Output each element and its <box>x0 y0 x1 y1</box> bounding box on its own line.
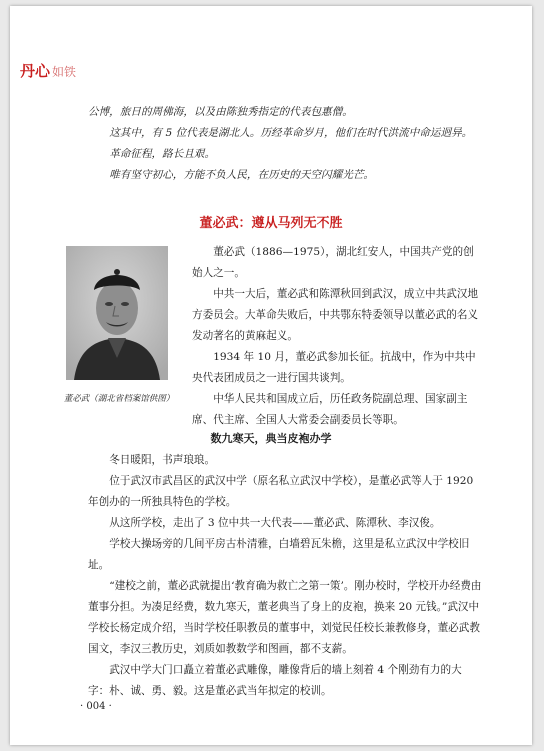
photo-caption: 董必武（湖北省档案馆供图） <box>63 394 175 404</box>
header-logo-sub: 如铁 <box>52 65 77 79</box>
portrait-photo <box>66 246 168 380</box>
page-number: · 004 · <box>80 701 112 712</box>
portrait-image <box>66 246 168 380</box>
bio-text <box>192 242 482 431</box>
header-logo-main: 丹心 <box>20 62 51 80</box>
body-paragraph: 位于武汉市武昌区的武汉中学（原名私立武汉中学校），是董必武等人于 1920 年创办的一所独具特色的学校。 <box>88 475 474 508</box>
header-logo <box>20 60 76 81</box>
body-paragraph: 冬日暖阳，书声琅琅。 <box>109 454 216 466</box>
section-title: 董必武：遵从马列无不胜 <box>199 216 343 231</box>
intro-text <box>88 102 482 186</box>
body-paragraph: 武汉中学大门口矗立着董必武雕像，雕像背后的墙上刻着 4 个刚劲有力的大字：朴、诚、勇、毅。这是董必武当年拟定的校训。 <box>88 664 462 697</box>
intro-line-3: 革命征程，路长且艰。 <box>109 148 216 160</box>
bio-paragraph: 中共一大后，董必武和陈潭秋回到武汉，成立中共武汉地方委员会。大革命失败后，中共鄂东特委领导以董必武的名义发动著名的黄麻起义。 <box>192 288 479 342</box>
body-paragraph: 从这所学校，走出了 3 位中共一大代表——董必武、陈潭秋、李汉俊。 <box>109 517 441 529</box>
bio-paragraph: 中华人民共和国成立后，历任政务院副总理、国家副主席、代主席、全国人大常委会副委员长等职。 <box>192 393 468 426</box>
intro-line-4: 唯有坚守初心，方能不负人民，在历史的天空闪耀光芒。 <box>109 169 375 181</box>
book-page <box>10 6 532 745</box>
subsection-text <box>88 450 482 702</box>
intro-line-2: 这其中，有 5 位代表是湖北人。历经革命岁月，他们在时代洪流中命运迥异。 <box>109 127 473 139</box>
bio-paragraph: 董必武（1886—1975），湖北红安人，中国共产党的创始人之一。 <box>192 246 474 279</box>
bio-paragraph: 1934 年 10 月，董必武参加长征。抗战中，作为中共中央代表团成员之一进行国共谈判。 <box>192 351 476 384</box>
body-paragraph: “建校之前，董必武就提出‘教育确为救亡之第一策’。刚办校时，学校开办经费由董事分担。为凑足经费，数九寒天，董老典当了身上的皮袍，换来 20 元钱。”武汉中学校长杨定成介绍，当时学校任职教员的董事中，刘觉民任校长兼教修身，董必武教国文，李汉三教历史，刘质如教数学和图画，都不支薪。 <box>88 580 482 655</box>
subsection-title: 数九寒天，典当皮袍办学 <box>210 432 332 445</box>
intro-line-1: 公博，旅日的周佛海，以及由陈独秀指定的代表包惠僧。 <box>88 106 353 118</box>
body-paragraph: 学校大操场旁的几间平房古朴清雅，白墙碧瓦朱檐，这里是私立武汉中学校旧址。 <box>88 538 470 571</box>
